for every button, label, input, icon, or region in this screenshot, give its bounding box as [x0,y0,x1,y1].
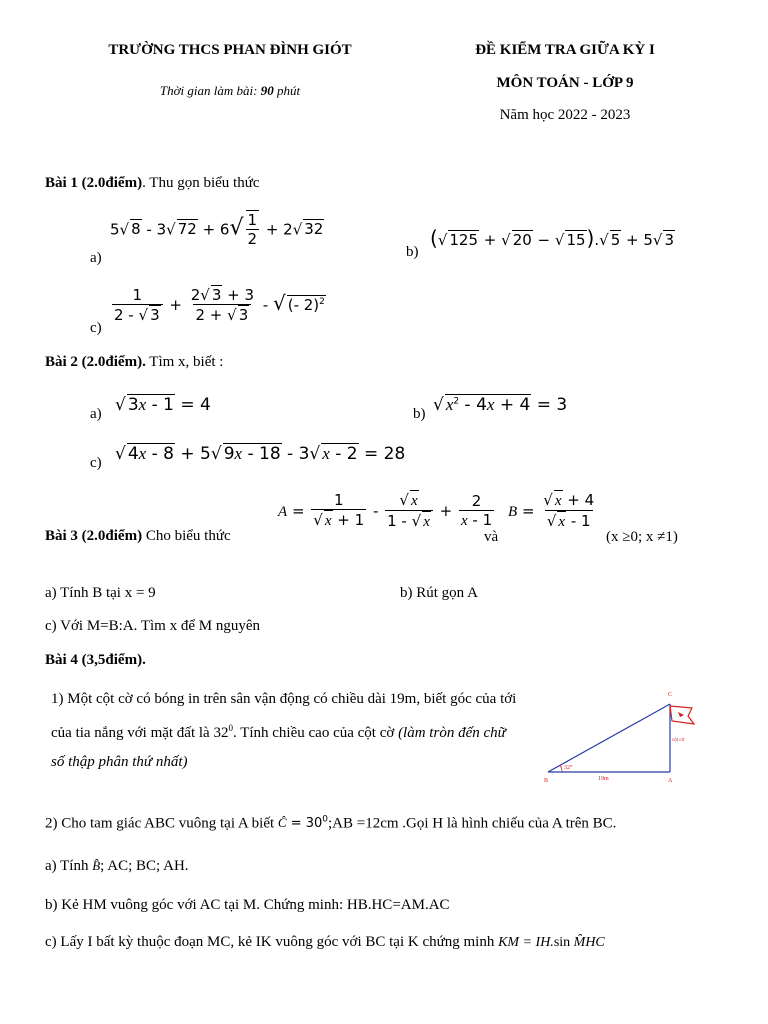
angle-b-expression: B̂ [92,858,101,873]
bai2-heading: Bài 2 (2.0điểm). [45,354,146,370]
bai4-question-a [45,858,189,875]
bai4-part1-note: (làm tròn đến chữ số thập phân thứ nhất) [51,725,506,770]
flagpole-figure [540,688,730,784]
bai4-part1 [51,685,521,777]
bai2a-expression: √ 3x - 1 = 4 [115,395,211,415]
angle-c-expression: Ĉ = $30^0$ [277,815,329,832]
bai1-title [45,175,260,192]
bai1c-label: c) [90,320,102,336]
label-c: C [668,692,673,698]
bai2-title [45,354,223,371]
bai2b-expression: √ $x^2 - 4x + 4 = 3$ [433,395,568,415]
bai2-text: Tìm x, biết : [145,354,224,370]
label-a: A [668,778,673,784]
exam-duration [60,83,400,99]
duration-unit: phút [276,83,301,98]
bai2c-expression: √ 4x - 8 + 5√ 9x - 18 - 3√ x - 2 = 28 [115,444,406,464]
bai3-text: Cho biểu thức [142,528,231,544]
sun-ray-line [548,704,670,772]
bai1a-label: a) [90,250,102,266]
bai1c-expression: $\frac{1}{2 - √ 3}$ + $\frac{2√ 3 + 3}{2 + √ 3}$ - √ (- 2)$^2$ [114,285,325,324]
exam-subject: MÔN TOÁN - LỚP 9 [496,75,634,91]
bai4-part1-text2: . Tính chiều cao của cột cờ [232,725,399,741]
bai3-heading: Bài 3 (2.0điểm) [45,528,143,544]
qa-text2: ; AC; BC; AH. [100,858,189,874]
school-name: TRƯỜNG THCS PHAN ĐÌNH GIÓT [108,42,352,58]
bai1b-label: b) [406,244,419,260]
label-b: B [544,778,549,784]
label-pole: cột cờ [672,738,685,743]
flag-star-icon [678,712,684,717]
bai1-heading: Bài 1 (2.0điểm) [45,175,143,191]
school-year: Năm học 2022 - 2023 [499,107,631,123]
qc-formula-angle: M̂HC [570,935,605,950]
qc-text: c) Lấy I bất kỳ thuộc đoạn MC, kẻ IK vuông góc với BC tại K chứng minh [45,934,499,950]
bai3-expression-b: B = $\frac{√ x + 4}{√ x - 1}$ [508,490,598,533]
bai1-text: . Thu gọn biểu thức [142,175,260,191]
bai4-part1-text: 1) Một cột cờ có bóng in trên sân vận động có chiều dài 19m, biết góc của tới của tia nắng với mặt đất là 32 [51,691,517,741]
qa-text: a) Tính [45,858,93,874]
bai3c: c) Với M=B:A. Tìm x để M nguyên [45,618,260,634]
bai2a-label: a) [90,406,102,422]
degree-mark: 0 [228,723,233,733]
bai4-question-c [45,934,605,951]
label-angle: 32° [564,765,573,771]
bai1b-expression: (√ 125 + √ 20 − √ 15).√ 5 + 5√ 3 [430,226,675,250]
bai4-question-b: b) Kẻ HM vuông góc với AC tại M. Chứng minh: HB.HC=AM.AC [45,897,450,913]
label-shadow: 19m [598,776,609,782]
qc-formula-sin: sin [553,935,571,950]
bai1a-expression: 5√ 8 - 3√ 72 + 6√ $\frac{1}{2}$ + 2√ 32 [110,211,324,248]
qc-formula: KM = IH. [498,935,554,950]
bai3-condition: (x ≥0; x ≠1) [606,529,678,545]
duration-value: 90 [260,83,274,98]
duration-label: Thời gian làm bài: [159,83,258,98]
bai3-title [45,528,231,545]
bai4-heading: Bài 4 (3,5điểm). [45,652,146,668]
bai3b: b) Rút gọn A [400,585,478,601]
bai3-and: và [484,529,499,545]
bai4-part2-text: 2) Cho tam giác ABC vuông tại A biết [45,815,278,832]
bai2b-label: b) [413,406,426,422]
angle-arc [560,765,562,772]
bai4-part2 [45,815,616,832]
exam-title: ĐỀ KIỂM TRA GIỮA KỲ I [475,42,655,58]
bai3a: a) Tính B tại x = 9 [45,585,156,601]
bai3-expression-a: A = $\frac{1}{√ x + 1}$ - $\frac{√ x}{1 - √ x}$ + $\frac{2}{x - 1}$ [278,490,496,533]
bai2c-label: c) [90,455,102,471]
bai4-part2-text2: ;AB =12cm .Gọi H là hình chiếu của A trên BC. [328,815,617,832]
